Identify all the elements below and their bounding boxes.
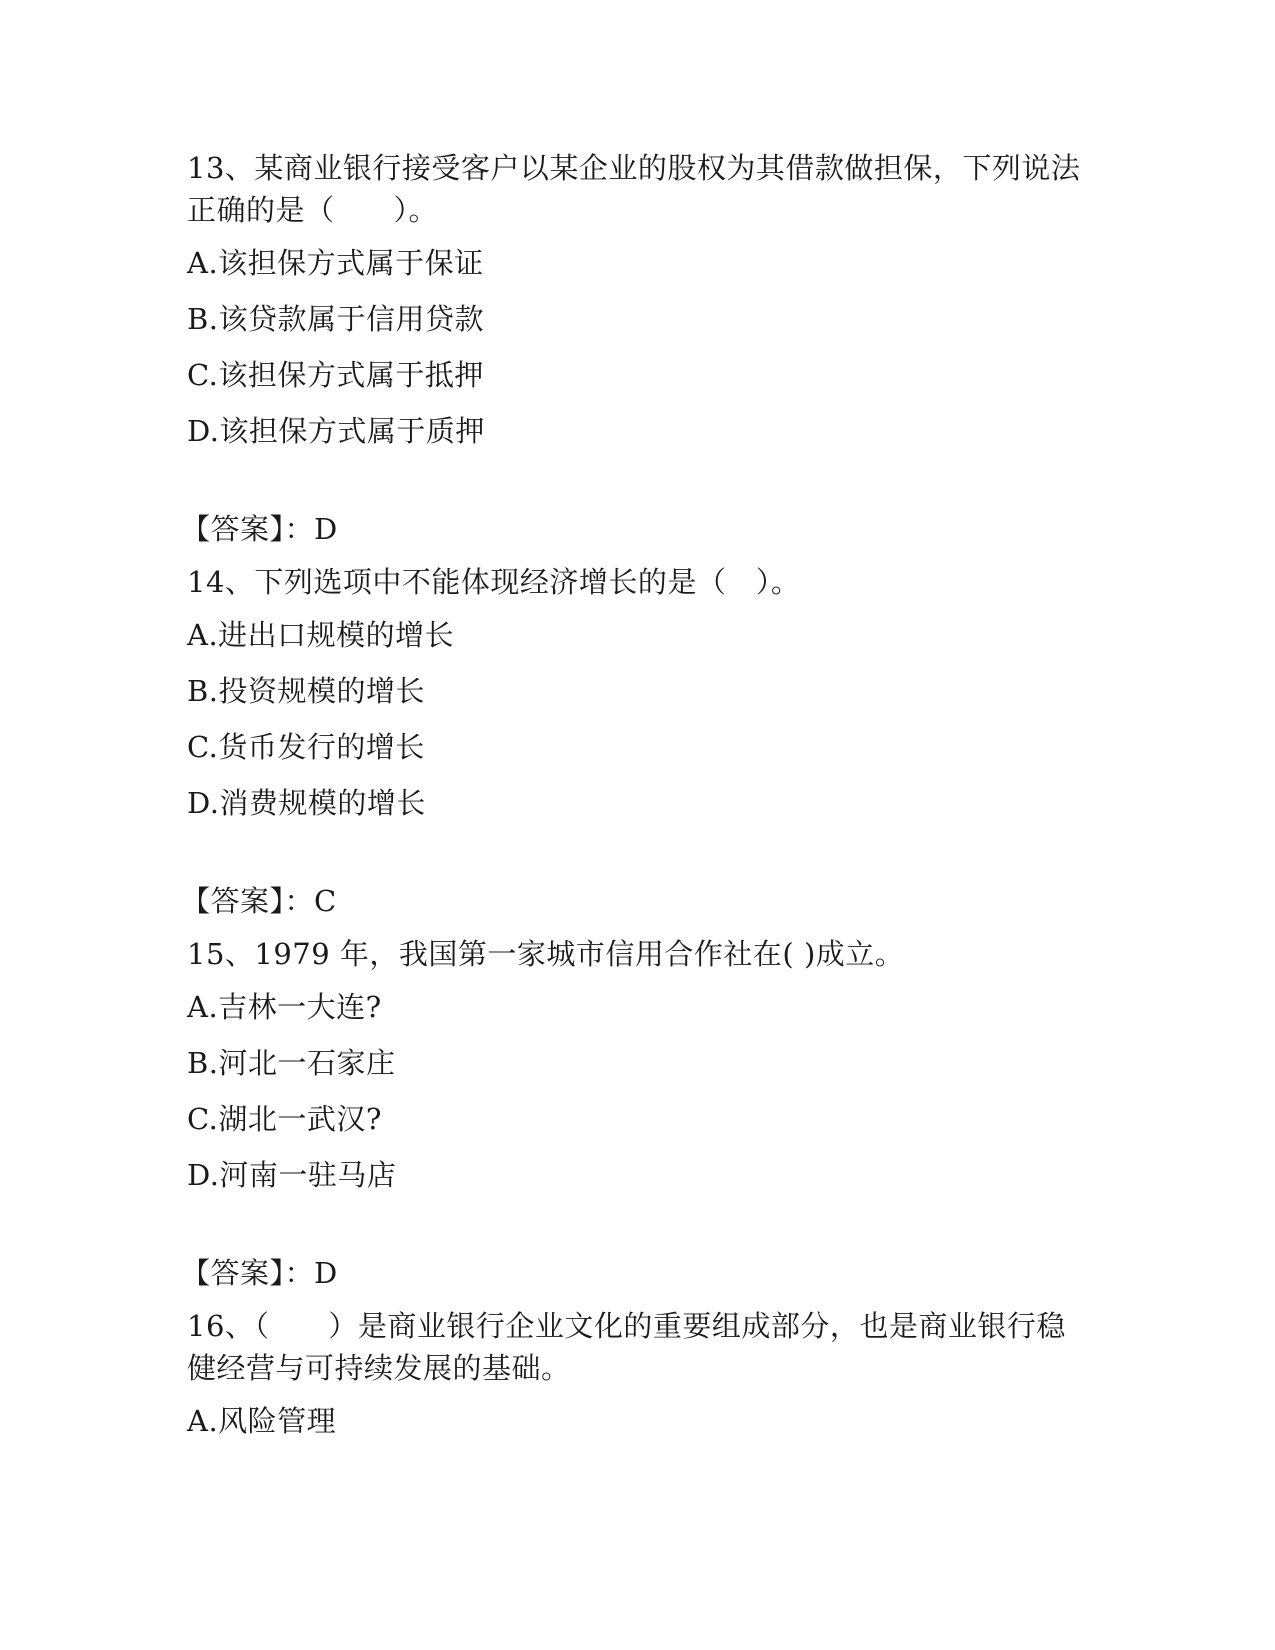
- answer-line: 【答案】：C: [181, 884, 337, 918]
- option-c: C.湖北一武汉?: [187, 1102, 382, 1136]
- option-d: D.该担保方式属于质押: [187, 414, 485, 448]
- option-a: A.进出口规模的增长: [187, 618, 455, 652]
- option-a: A.吉林一大连?: [187, 990, 382, 1024]
- question-text: [187, 148, 1081, 231]
- question-15: [181, 934, 1067, 1294]
- option-a: A.该担保方式属于保证: [187, 246, 484, 280]
- document-page: [181, 148, 1081, 1457]
- option-d: D.河南一驻马店: [187, 1158, 397, 1192]
- option-b: B.投资规模的增长: [187, 674, 426, 708]
- option-c: C.货币发行的增长: [187, 730, 425, 764]
- question-line: 健经营与可持续发展的基础。: [187, 1351, 571, 1385]
- option-b: B.该贷款属于信用贷款: [187, 302, 485, 336]
- option-d: D.消费规模的增长: [187, 786, 426, 820]
- question-text: [187, 1306, 1067, 1389]
- question-line: 13、某商业银行接受客户以某企业的股权为其借款做担保，下列说法: [187, 151, 1081, 185]
- question-line: 14、下列选项中不能体现经济增长的是（ ）。: [187, 565, 801, 599]
- option-a: A.风险管理: [187, 1404, 337, 1438]
- answer-line: 【答案】：D: [181, 512, 338, 546]
- option-b: B.河北一石家庄: [187, 1046, 396, 1080]
- question-line: 16、（ ）是商业银行企业文化的重要组成部分，也是商业银行稳: [187, 1309, 1066, 1343]
- question-line: 15、1979 年，我国第一家城市信用合作社在( )成立。: [187, 937, 905, 971]
- question-16: [187, 1306, 1067, 1442]
- question-line: 正确的是（ ）。: [187, 193, 439, 227]
- question-text: [187, 562, 1067, 603]
- question-text: [187, 934, 1067, 975]
- question-14: [181, 562, 1067, 922]
- answer-line: 【答案】：D: [181, 1256, 338, 1290]
- option-c: C.该担保方式属于抵押: [187, 358, 484, 392]
- question-13: [181, 148, 1081, 550]
